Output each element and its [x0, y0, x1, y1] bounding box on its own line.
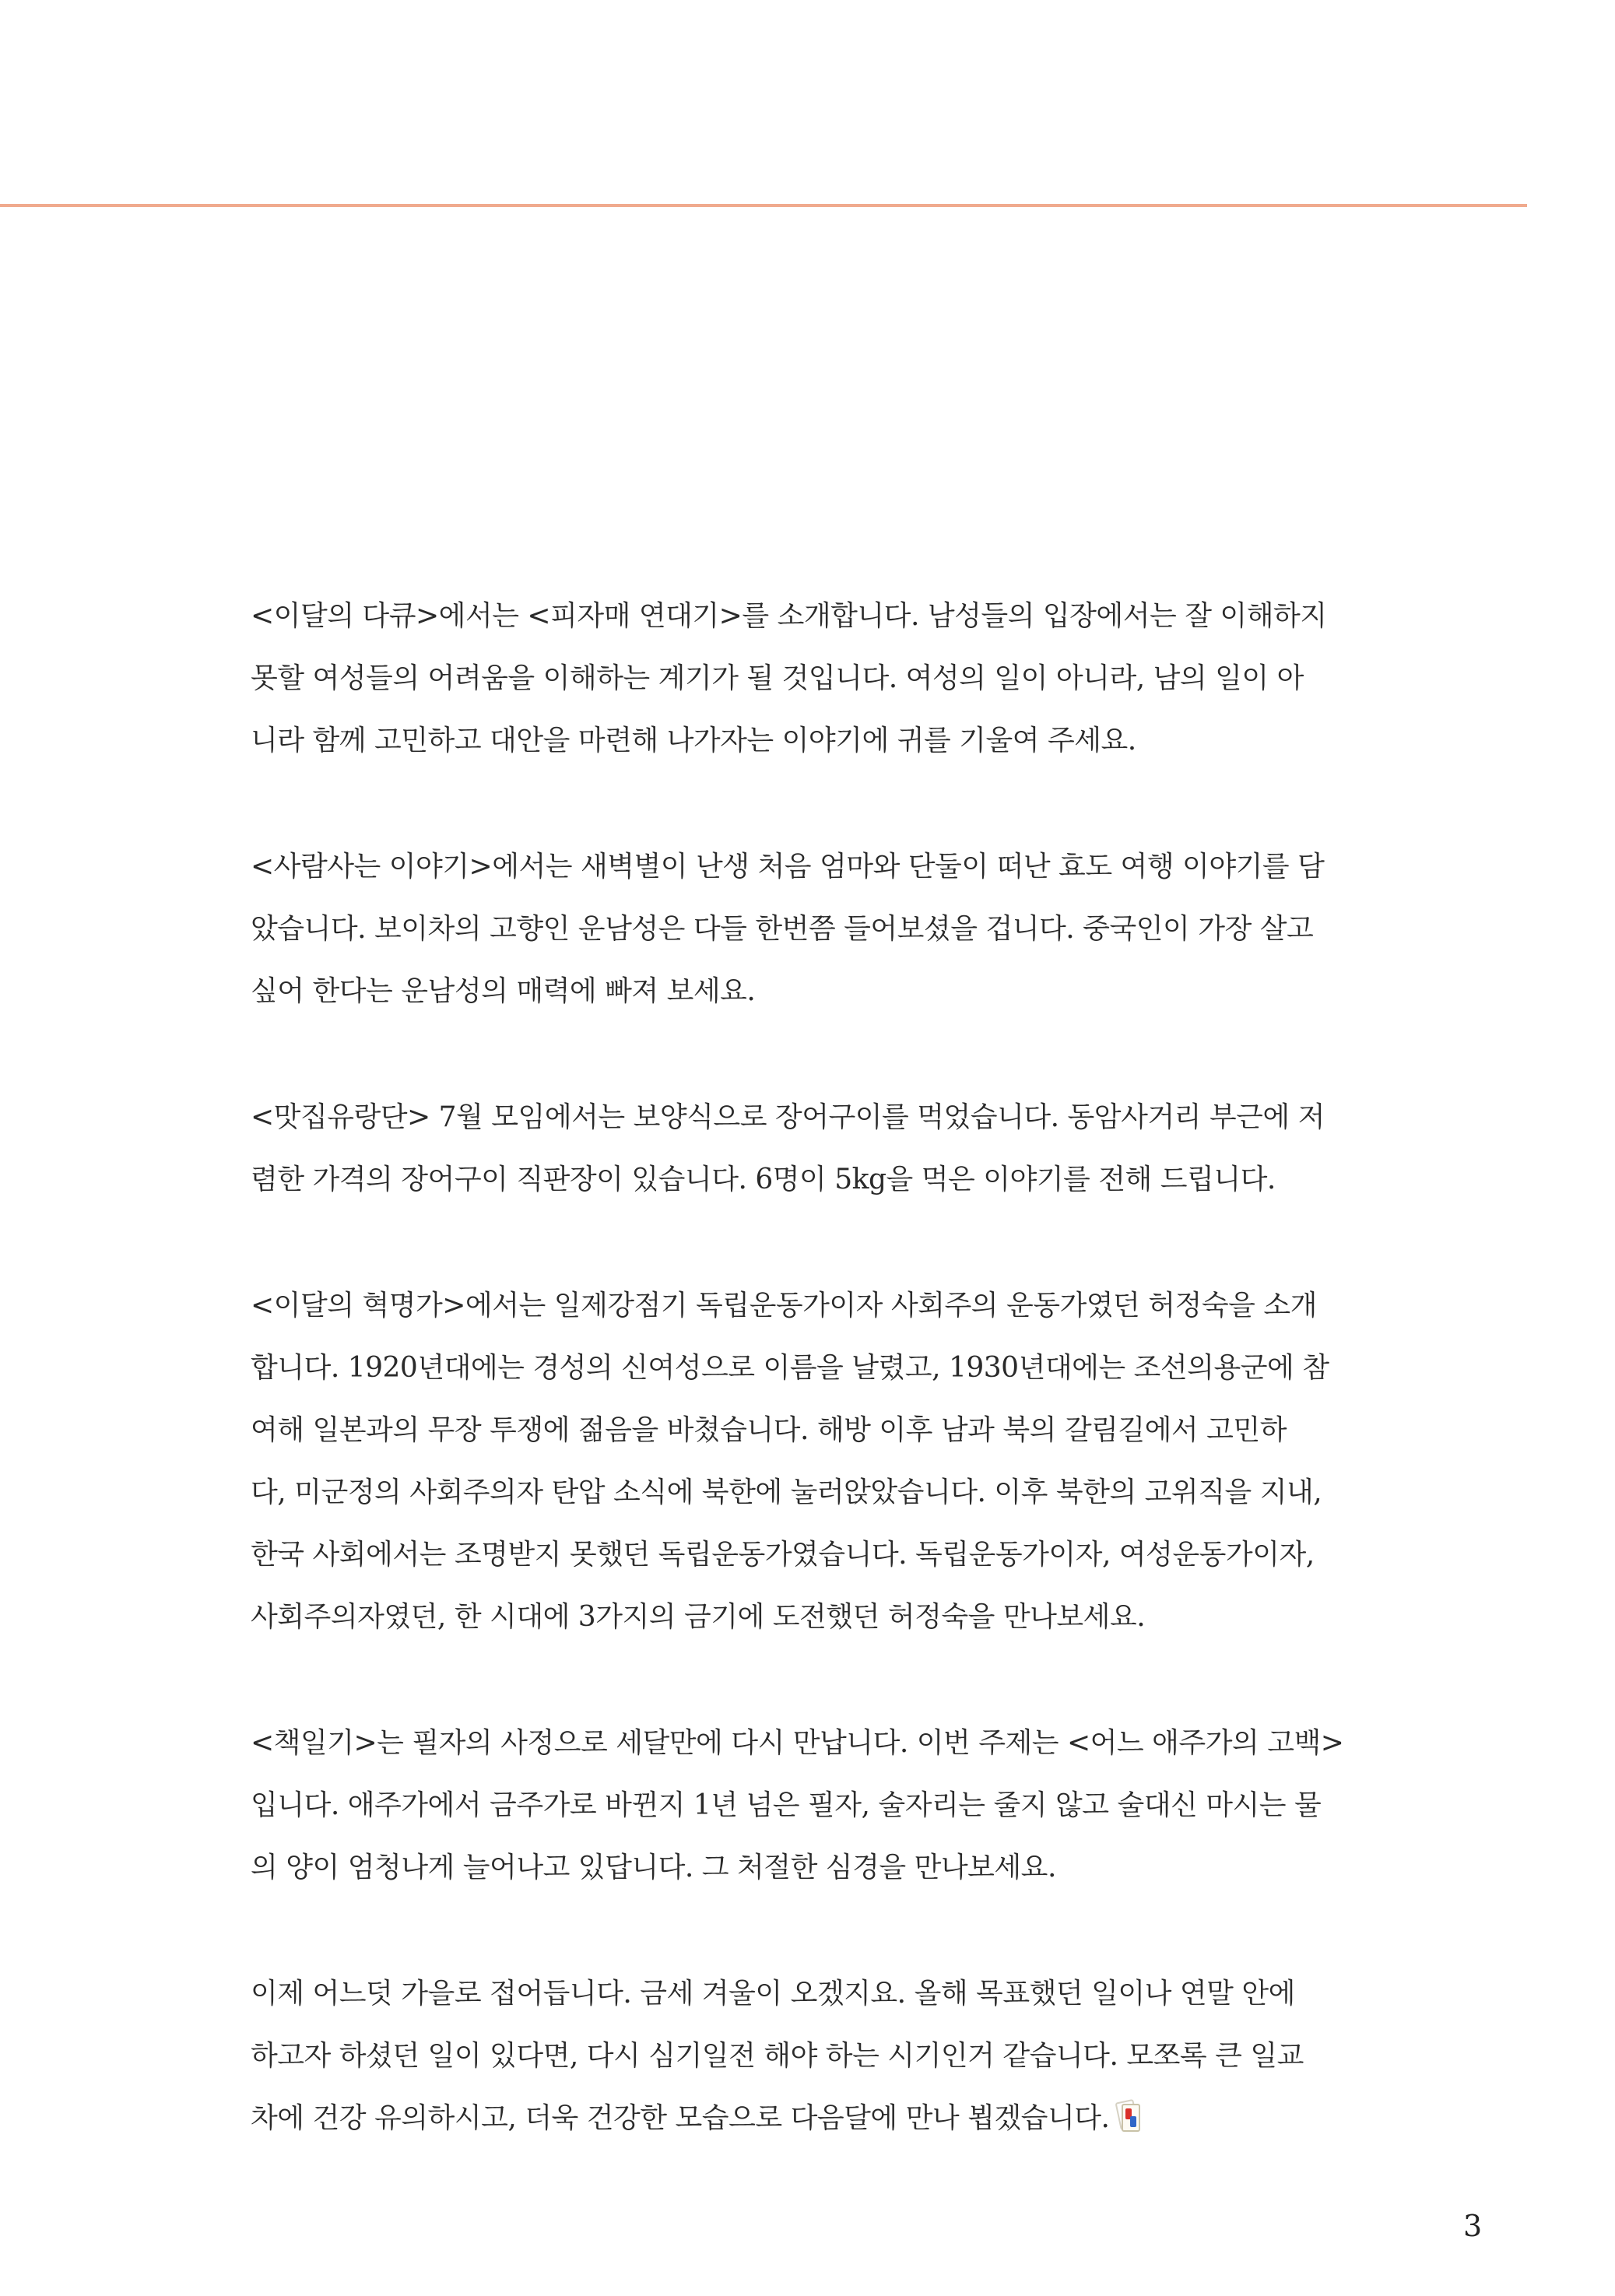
paragraph-line: 못할 여성들의 어려움을 이해하는 계기가 될 것입니다. 여성의 일이 아니라, 남의 일이 아 — [251, 662, 1304, 694]
paragraph-line: 사회주의자였던, 한 시대에 3가지의 금기에 도전했던 허정숙을 만나보세요. — [251, 1601, 1146, 1633]
paragraph-line: 았습니다. 보이차의 고향인 운남성은 다들 한번쯤 들어보셨을 겁니다. 중국인이 가장 살고 — [251, 913, 1314, 945]
paragraph-line: <이달의 혁명가>에서는 일제강점기 독립운동가이자 사회주의 운동가였던 허정숙을 소개 — [251, 1290, 1317, 1322]
paragraph-food-tour — [251, 1087, 1387, 1211]
header-divider — [0, 204, 1527, 207]
paragraph-line: 다, 미군정의 사회주의자 탄압 소식에 북한에 눌러앉았습니다. 이후 북한의 고위직을 지내, — [251, 1476, 1322, 1508]
paragraph-line: 합니다. 1920년대에는 경성의 신여성으로 이름을 날렸고, 1930년대에는 조선의용군에 참 — [251, 1352, 1329, 1384]
paragraph-people-stories — [251, 836, 1387, 1023]
paragraph-line: 여해 일본과의 무장 투쟁에 젊음을 바쳤습니다. 해방 이후 남과 북의 갈림길에서 고민하 — [251, 1414, 1287, 1446]
editorial-body — [251, 585, 1387, 2213]
paragraph-book-diary — [251, 1712, 1387, 1899]
paragraph-line: 하고자 하셨던 일이 있다면, 다시 심기일전 해야 하는 시기인거 같습니다. 모쪼록 큰 일교 — [251, 2040, 1304, 2072]
paragraph-line: 싶어 한다는 운남성의 매력에 빠져 보세요. — [251, 975, 756, 1007]
card-blue-mark — [1130, 2116, 1136, 2127]
paragraph-line: <이달의 다큐>에서는 <피자매 연대기>를 소개합니다. 남성들의 입장에서는 잘 이해하지 — [251, 600, 1327, 632]
paragraph-line: <책일기>는 필자의 사정으로 세달만에 다시 만납니다. 이번 주제는 <어느 애주가의 고백> — [251, 1727, 1344, 1759]
paragraph-line: 렴한 가격의 장어구이 직판장이 있습니다. 6명이 5kg을 먹은 이야기를 전해 드립니다. — [251, 1164, 1276, 1195]
paragraph-documentary — [251, 585, 1387, 772]
paragraph-closing — [251, 1963, 1387, 2150]
card-front-shape — [1122, 2104, 1140, 2132]
paragraph-line: 니라 함께 고민하고 대안을 마련해 나가자는 이야기에 귀를 기울여 주세요. — [251, 725, 1136, 757]
paragraph-line: 한국 사회에서는 조명받지 못했던 독립운동가였습니다. 독립운동가이자, 여성운동가이자, — [251, 1539, 1315, 1571]
page-number: 3 — [1463, 2209, 1483, 2243]
paragraph-line: 의 양이 엄청나게 늘어나고 있답니다. 그 처절한 심경을 만나보세요. — [251, 1852, 1056, 1883]
playing-cards-icon — [1115, 2099, 1139, 2130]
paragraph-line: <맛집유랑단> 7월 모임에서는 보양식으로 장어구이를 먹었습니다. 동암사거리 부근에 저 — [251, 1101, 1325, 1133]
paragraph-line: 입니다. 애주가에서 금주가로 바뀐지 1년 넘은 필자, 술자리는 줄지 않고 술대신 마시는 물 — [251, 1789, 1322, 1821]
paragraph-revolutionary — [251, 1275, 1387, 1648]
paragraph-line: <사람사는 이야기>에서는 새벽별이 난생 처음 엄마와 단둘이 떠난 효도 여행 이야기를 담 — [251, 851, 1325, 883]
paragraph-line: 이제 어느덧 가을로 접어듭니다. 금세 겨울이 오겠지요. 올해 목표했던 일이나 연말 안에 — [251, 1978, 1295, 2010]
closing-line-text: 차에 건강 유의하시고, 더욱 건강한 모습으로 다음달에 만나 뵙겠습니다. — [251, 2102, 1110, 2134]
paragraph-line-with-icon — [251, 2087, 1387, 2150]
